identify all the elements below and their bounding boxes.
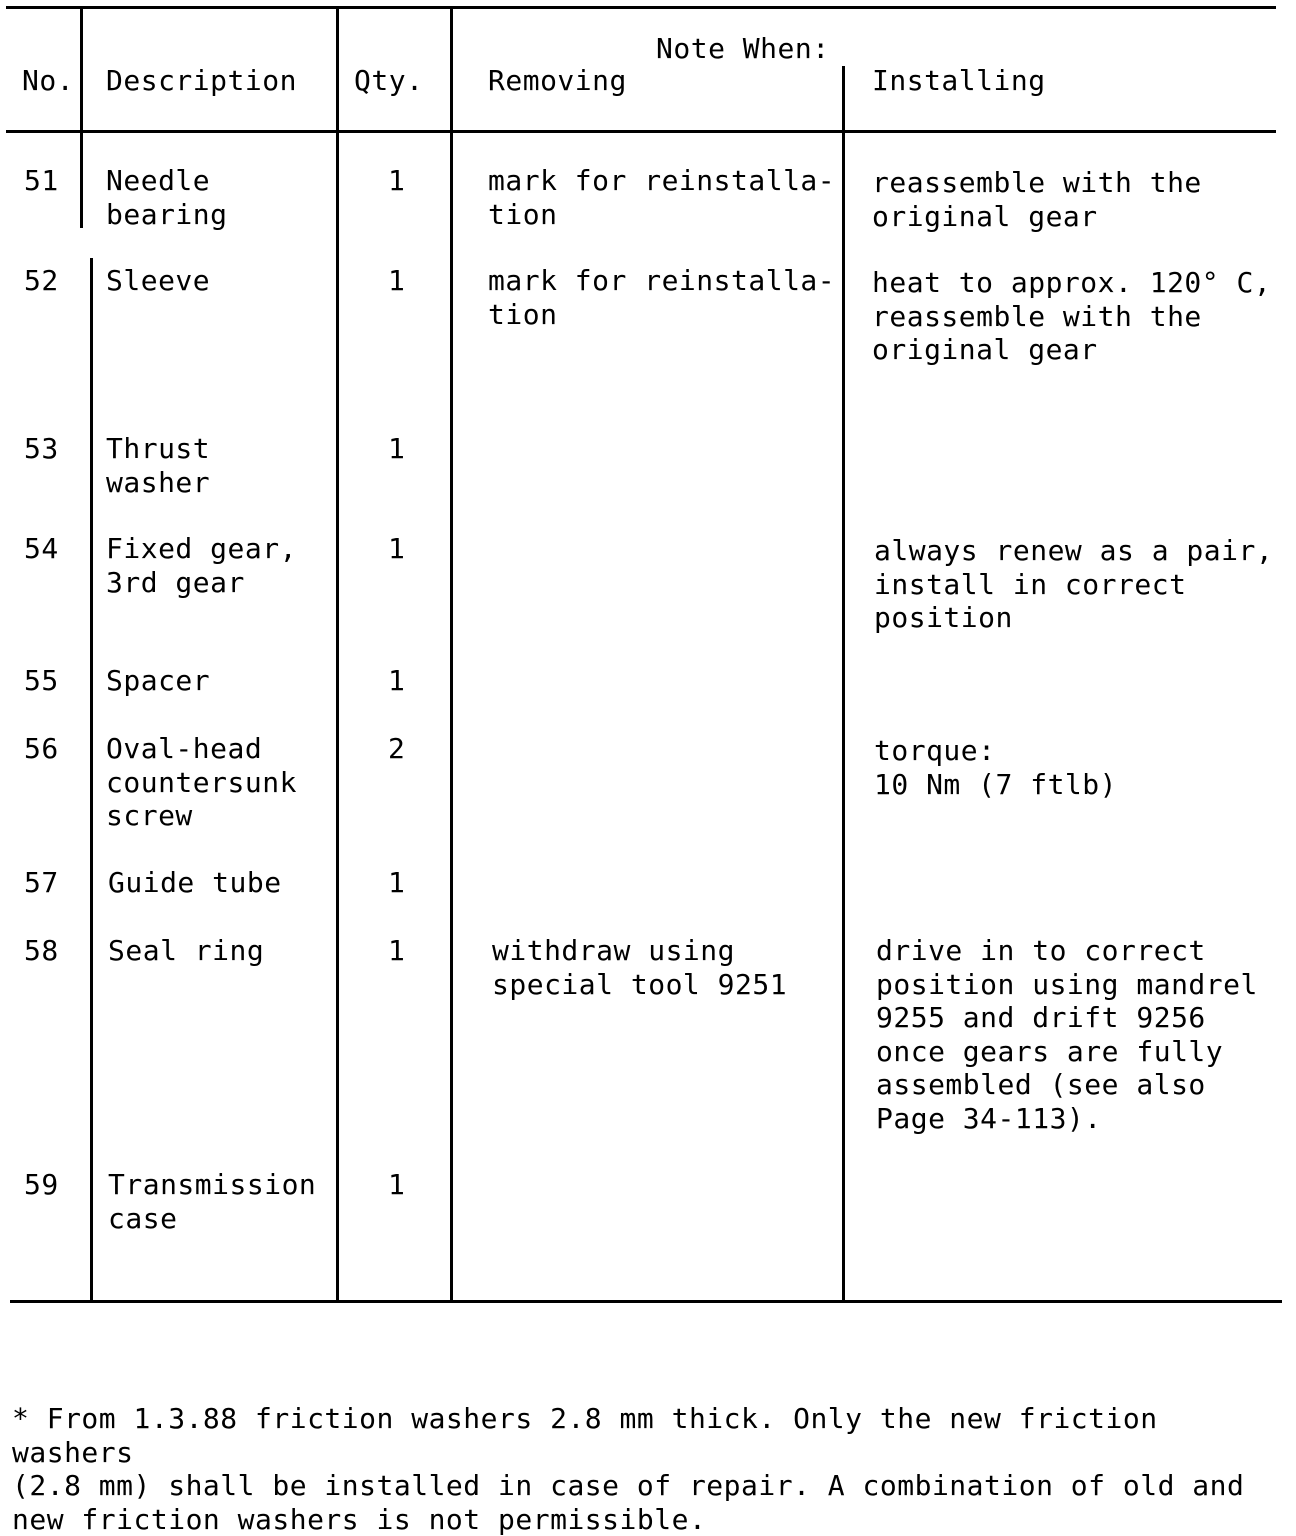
header-description: Description [106, 64, 297, 97]
row-59-description: Transmission case [108, 1168, 317, 1235]
header-note-when: Note When: [656, 32, 830, 65]
row-56-qty: 2 [388, 732, 406, 765]
row-51-no: 51 [24, 164, 59, 197]
row-55-no: 55 [24, 664, 59, 697]
row-52-no: 52 [24, 264, 59, 297]
row-53-qty: 1 [388, 432, 406, 465]
row-58-removing: withdraw using special tool 9251 [492, 934, 788, 1001]
row-51-description: Needle bearing [106, 164, 228, 231]
row-51-installing: reassemble with the original gear [872, 166, 1202, 233]
row-58-no: 58 [24, 934, 59, 967]
row-59-no: 59 [24, 1168, 59, 1201]
row-58-description: Seal ring [108, 934, 265, 967]
row-54-qty: 1 [388, 532, 406, 565]
row-52-qty: 1 [388, 264, 406, 297]
row-55-qty: 1 [388, 664, 406, 697]
row-58-installing: drive in to correct position using mandrel 9255 and drift 9256 once gears are fully assembled (see also Page 34-113). [876, 934, 1258, 1135]
row-51-removing: mark for reinstalla- tion [488, 164, 836, 231]
row-53-description: Thrust washer [106, 432, 211, 499]
row-57-qty: 1 [388, 866, 406, 899]
row-56-no: 56 [24, 732, 59, 765]
header-removing: Removing [488, 64, 627, 97]
row-56-description: Oval-head countersunk screw [106, 732, 297, 832]
table-top-rule [6, 6, 1276, 9]
row-54-description: Fixed gear, 3rd gear [106, 532, 297, 599]
row-52-removing: mark for reinstalla- tion [488, 264, 836, 331]
row-52-installing: heat to approx. 120° C, reassemble with the original gear [872, 266, 1272, 366]
col-divider-no-description-lower [90, 258, 93, 1302]
header-no: No. [22, 64, 75, 97]
footnote: * From 1.3.88 friction washers 2.8 mm thick. Only the new friction washers (2.8 mm) shall be installed in case of repair. A combination of old and new friction washers is not permissible. [12, 1402, 1245, 1536]
row-54-no: 54 [24, 532, 59, 565]
row-58-qty: 1 [388, 934, 406, 967]
col-divider-qty-removing [450, 8, 453, 1302]
row-57-description: Guide tube [108, 866, 282, 899]
table-bottom-rule [10, 1300, 1282, 1303]
row-54-installing: always renew as a pair, install in correct position [874, 534, 1274, 634]
row-51-qty: 1 [388, 164, 406, 197]
row-55-description: Spacer [106, 664, 211, 697]
row-52-description: Sleeve [106, 264, 211, 297]
row-57-no: 57 [24, 866, 59, 899]
col-divider-description-qty [336, 8, 339, 1302]
header-qty: Qty. [354, 64, 424, 97]
header-installing: Installing [872, 64, 1046, 97]
header-bottom-rule [6, 130, 1276, 133]
row-56-installing: torque: 10 Nm (7 ftlb) [874, 734, 1118, 801]
col-divider-removing-installing [842, 66, 845, 1302]
row-53-no: 53 [24, 432, 59, 465]
row-59-qty: 1 [388, 1168, 406, 1201]
col-divider-no-description [80, 8, 83, 228]
